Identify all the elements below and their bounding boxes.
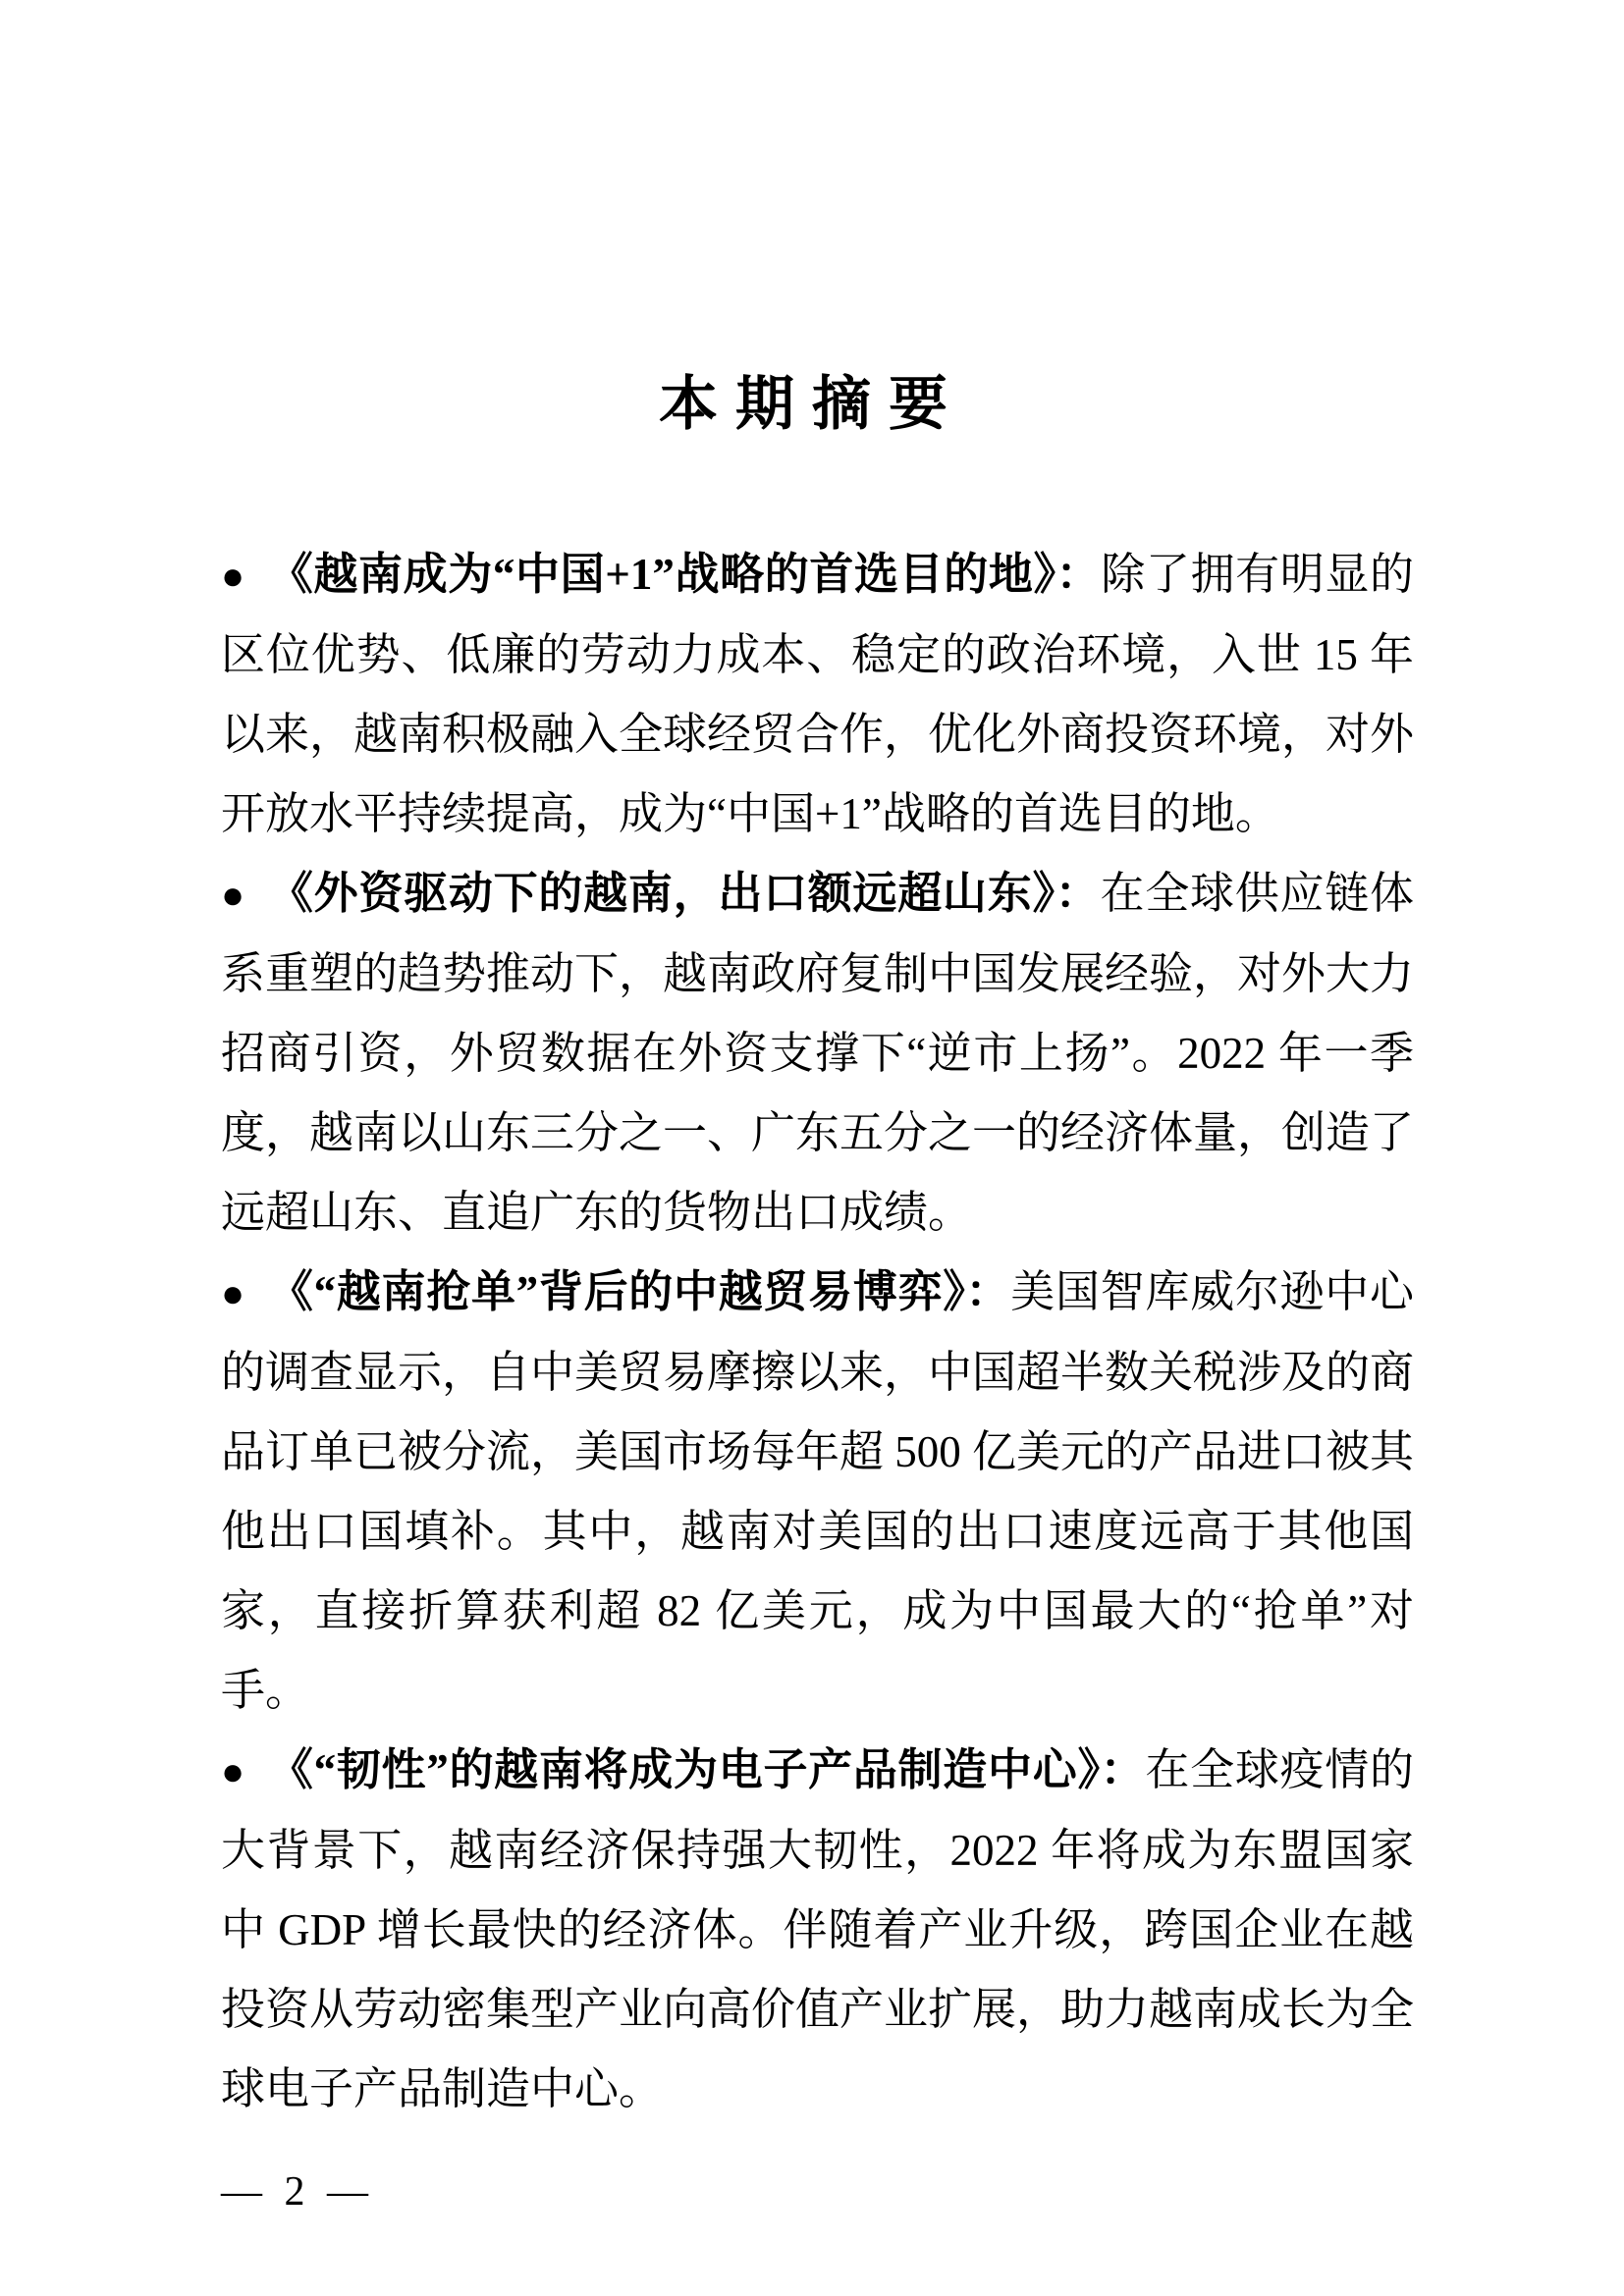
item-text: 美国智库威尔逊中心的调查显示，自中美贸易摩擦以来，中国超半数关税涉及的商品订单已被分流，美国市场每年超 500 亿美元的产品进口被其他出口国填补。其中，越南对美国的出口速度远高于其他国家，直接折算获利超 82 亿美元，成为中国最大的“抢单”对手。 — [221, 1267, 1415, 1715]
item-heading: 《“越南抢单”背后的中越贸易博弈》： — [268, 1267, 1011, 1316]
summary-item — [221, 854, 1414, 1253]
item-heading: 《外资驱动下的越南，出口额远超山东》： — [268, 869, 1101, 918]
page-content — [221, 535, 1414, 2219]
item-heading: 《“韧性”的越南将成为电子产品制造中心》： — [268, 1745, 1146, 1794]
item-heading: 《越南成为“中国+1”战略的首选目的地》： — [268, 550, 1102, 599]
page-number: — 2 — — [221, 2169, 374, 2215]
item-text: 在全球供应链体系重塑的趋势推动下，越南政府复制中国发展经验，对外大力招商引资，外贸数据在外资支撑下“逆市上扬”。2022 年一季度，越南以山东三分之一、广东五分之一的经济体量，创造了远超山东、直追广东的货物出口成绩。 — [221, 869, 1415, 1237]
bullet-icon: ● — [221, 1271, 245, 1315]
summary-item — [221, 1731, 1414, 2129]
item-text: 除了拥有明显的区位优势、低廉的劳动力成本、稳定的政治环境，入世 15 年以来，越南积极融入全球经贸合作，优化外商投资环境，对外开放水平持续提高，成为“中国+1”战略的首选目的地。 — [221, 550, 1415, 838]
bullet-icon: ● — [221, 554, 245, 598]
page-title: 本期摘要 — [659, 372, 965, 437]
summary-item — [221, 535, 1414, 854]
summary-body — [221, 535, 1414, 2129]
bullet-icon: ● — [221, 1749, 245, 1793]
bullet-icon: ● — [221, 873, 245, 917]
summary-item — [221, 1253, 1414, 1731]
item-text: 在全球疫情的大背景下，越南经济保持强大韧性，2022 年将成为东盟国家中 GDP 增长最快的经济体。伴随着产业升级，跨国企业在越投资从劳动密集型产业向高价值产业扩展，助力越南成长为全球电子产品制造中心。 — [221, 1745, 1415, 2113]
